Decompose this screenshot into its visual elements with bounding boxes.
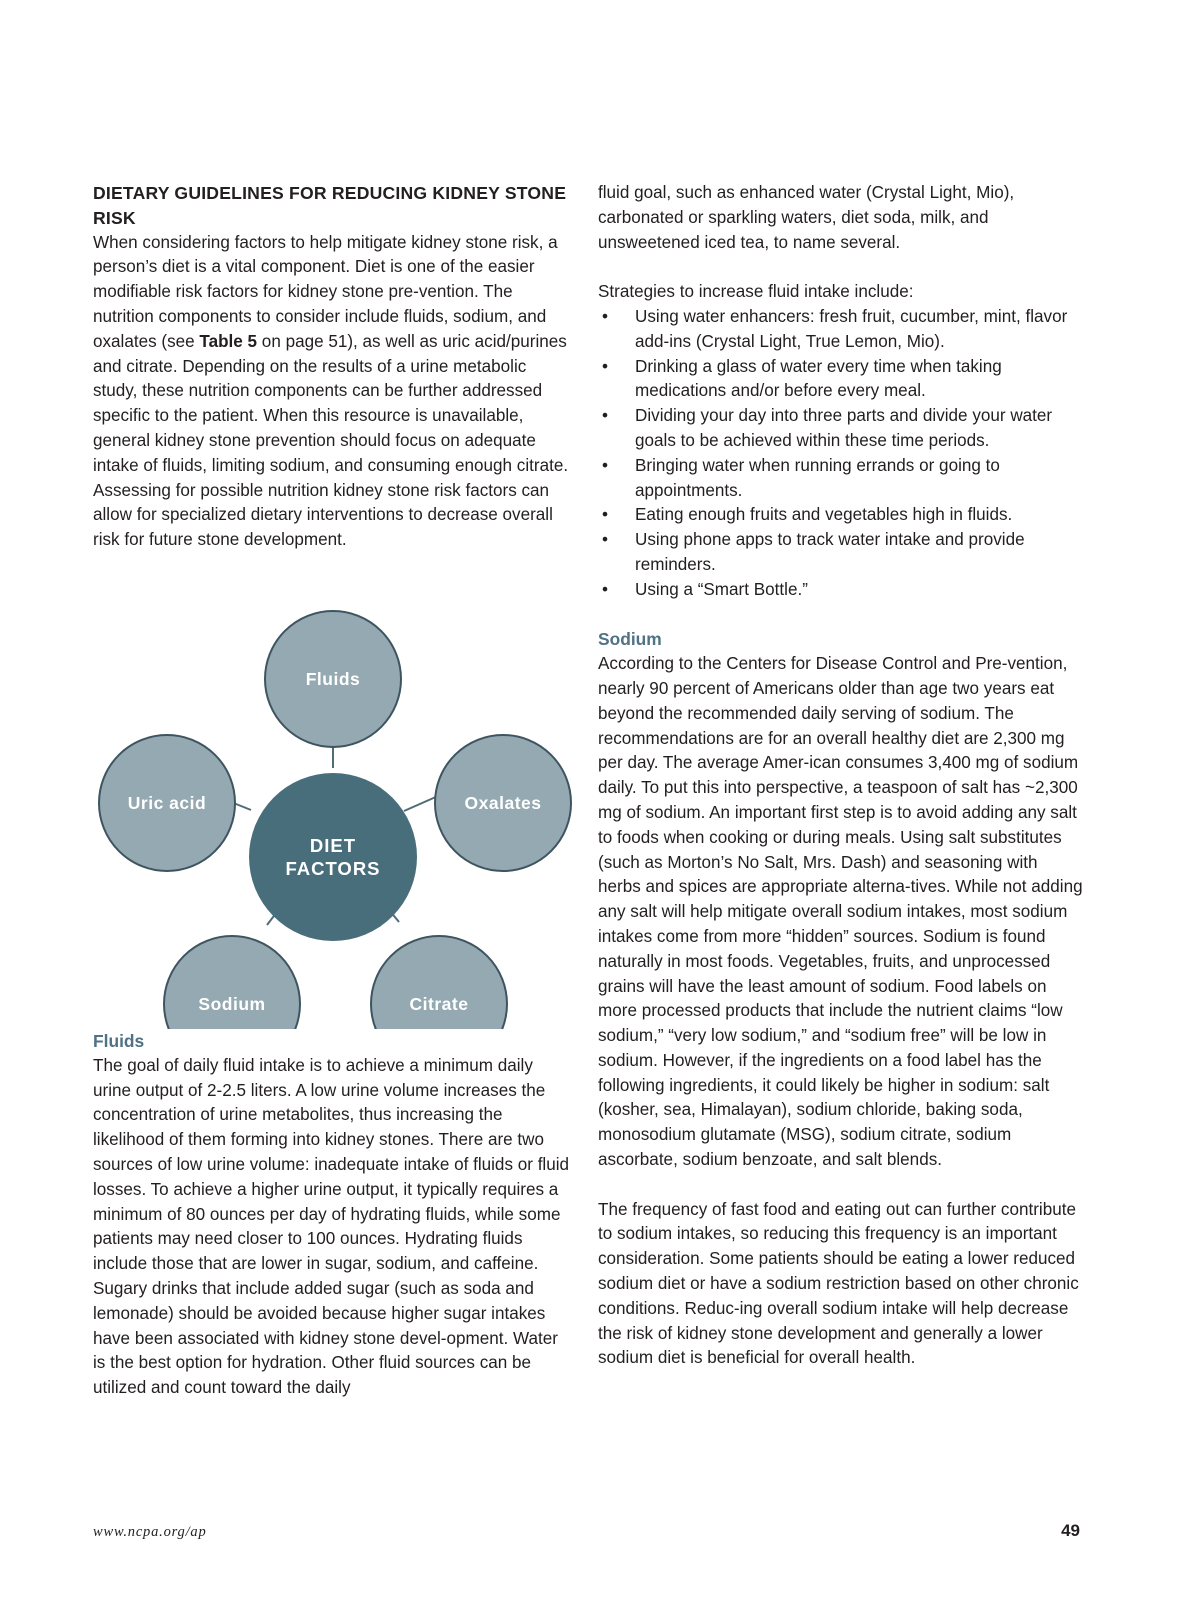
spacer (598, 255, 1083, 280)
page-number: 49 (1061, 1521, 1080, 1540)
list-item: • Bringing water when running errands or going to appointments. (598, 454, 1083, 504)
node-citrate-label: Citrate (409, 993, 469, 1014)
intro-text-end: on page 51), as well as uric acid/purines and citrate. Depending on the results of a urine metabolic study, these nutrition components can be further addressed specific to the patient. When this resource is unavailable, general kidney stone prevention should focus on adequate intake of fluids, limiting sodium, and consuming enough citrate. Assessing for possible nutrition kidney stone risk factors can allow for specialized dietary interventions to decrease overall risk for future stone development. (93, 331, 569, 550)
list-item: • Using a “Smart Bottle.” (598, 578, 1083, 603)
right-column (598, 181, 1083, 1371)
node-fluids-label: Fluids (305, 668, 361, 689)
center-label-line1: DIET (309, 834, 357, 856)
list-item: • Dividing your day into three parts and divide your water goals to be achieved within these time periods. (598, 404, 1083, 454)
node-sodium-label: Sodium (198, 993, 266, 1014)
spacer (598, 1173, 1083, 1198)
table-reference: Table 5 (199, 331, 258, 351)
left-column (93, 181, 573, 1401)
list-item: • Drinking a glass of water every time when taking medications and/or before every meal. (598, 355, 1083, 405)
strategies-list (598, 305, 1083, 603)
strategies-intro: Strategies to increase fluid intake include: (598, 282, 914, 302)
diet-factors-diagram (93, 553, 573, 1029)
sodium-paragraph-1: According to the Centers for Disease Control and Pre-vention, nearly 90 percent of Americans older than age two years eat beyond the recommended daily serving of sodium. The recommendations are for an overall healthy diet are 2,300 mg per day. The average Amer-ican consumes 3,400 mg of sodium daily. To put this into perspective, a teaspoon of salt has ~2,300 mg of sodium. An important first step is to avoid adding any salt to foods when cooking or during meals. Using salt substitutes (such as Morton’s No Salt, Mrs. Dash) and seasoning with herbs and spices are appropriate alterna-tives. While not adding any salt will help mitigate overall sodium intakes, most sodium intakes come from more “hidden” sources. Sodium is found naturally in most foods. Vegetables, fruits, and unprocessed grains will have the least amount of sodium. Food labels on more processed products that include the nutrient claims “low sodium,” “very low sodium,” and “sodium free” will be low in sodium. However, if the ingredients on a food label has the following ingredients, it could likely be higher in sodium: salt (kosher, sea, Himalayan), sodium chloride, baking soda, monosodium glutamate (MSG), sodium citrate, sodium ascorbate, sodium benzoate, and salt blends. (598, 654, 1083, 1170)
footer-url: www.ncpa.org/ap (93, 1524, 207, 1540)
fluids-heading: Fluids (93, 1030, 145, 1051)
list-item: • Eating enough fruits and vegetables high in fluids. (598, 503, 1083, 528)
sodium-heading: Sodium (598, 629, 662, 650)
intro-text-start: When considering factors to help mitigate kidney stone risk, a person’s diet is a vital component. Diet is one of the easier modifiable risk factors for kidney stone pre-vention. The nutrition components to consider include fluids, sodium, and oxalates (see (93, 232, 558, 351)
sodium-paragraph-2: The frequency of fast food and eating out can further contribute to sodium intakes, so reducing this frequency is an important consideration. Some patients should be eating a lower reduced sodium diet or have a sodium restriction based on other chronic conditions. Reduc-ing overall sodium intake will help decrease the risk of kidney stone development and generally a lower sodium diet is beneficial for overall health. (598, 1199, 1079, 1368)
fluids-paragraph: The goal of daily fluid intake is to achieve a minimum daily urine output of 2-2.5 liters. A low urine volume increases the concentration of urine metabolites, thus increasing the likelihood of them forming into kidney stones. There are two sources of low urine volume: inadequate intake of fluids or fluid losses. To achieve a higher urine output, it typically requires a minimum of 80 ounces per day of hydrating fluids, while some patients may need closer to 100 ounces. Hydrating fluids include those that are lower in sugar, sodium, and caffeine. Sugary drinks that include added sugar (such as soda and lemonade) should be avoided because higher sugar intakes have been associated with kidney stone devel-opment. Water is the best option for hydration. Other fluid sources can be utilized and count toward the daily (93, 1055, 570, 1398)
intro-paragraph (93, 231, 573, 553)
section-heading: DIETARY GUIDELINES FOR REDUCING KIDNEY STONE RISK (93, 183, 567, 228)
list-item: • Using phone apps to track water intake and provide reminders. (598, 528, 1083, 578)
center-label-line2: FACTORS (285, 857, 381, 879)
spacer (598, 603, 1083, 628)
node-oxalates-label: Oxalates (464, 792, 542, 813)
center-label (253, 813, 413, 901)
fluids-continuation: fluid goal, such as enhanced water (Crystal Light, Mio), carbonated or sparkling waters, diet soda, milk, and unsweetened iced tea, to name several. (598, 183, 1015, 252)
node-uric-acid-label: Uric acid (127, 792, 207, 813)
list-item: • Using water enhancers: fresh fruit, cucumber, mint, flavor add-ins (Crystal Light, True Lemon, Mio). (598, 305, 1083, 355)
connector-oxalates (404, 796, 438, 811)
